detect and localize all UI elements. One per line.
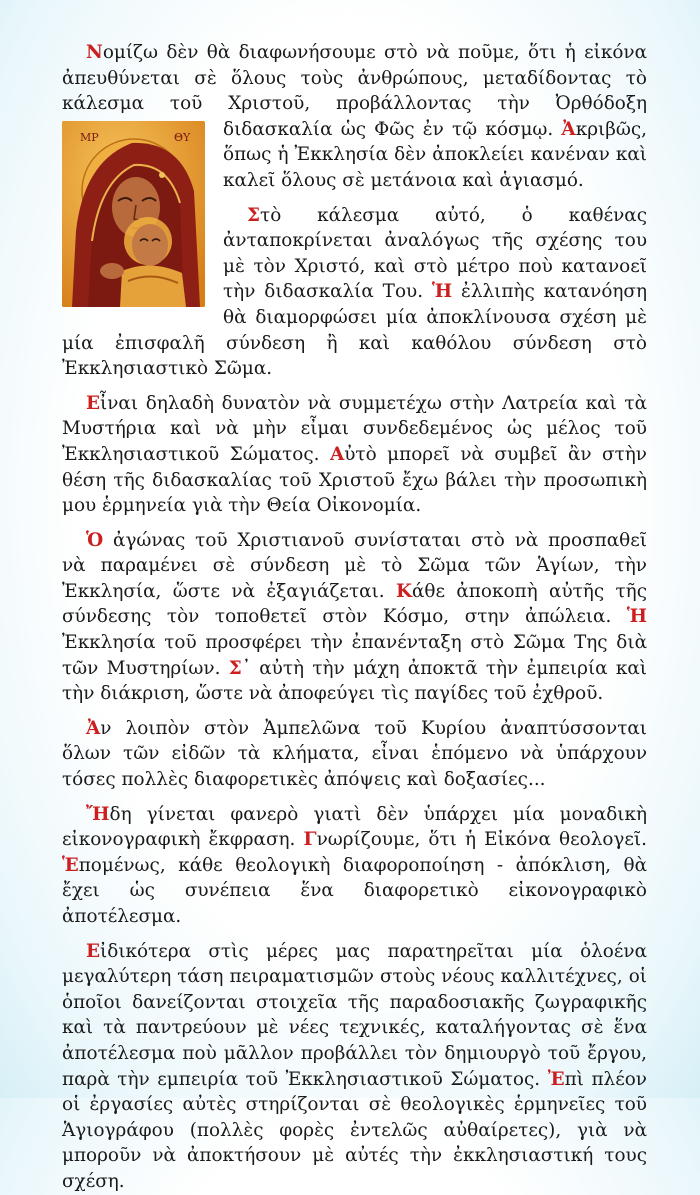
drop-initial: Ἡ: [626, 606, 647, 628]
theotokos-icon-image: [62, 121, 205, 307]
drop-initial: Ἑ: [62, 854, 79, 876]
paragraph-text: νωρίζουμε, ὅτι ἡ Εἰκόνα θεολογεῖ.: [316, 829, 647, 851]
drop-initial: Ἤ: [86, 803, 110, 825]
drop-initial: Σ: [228, 657, 242, 679]
paragraph-text: ομίζω δὲν θὰ διαφωνήσουμε στὸ νὰ ποῦμε, ὅτι ἡ εἰκόνα ἀπευθύνεται σὲ ὅλους τοὺς ἀνθρώπους, μεταδίδοντας τὸ κάλεσμα τοῦ Χριστοῦ, προβάλλοντας τὴν Ὀρθόδοξη διδασκαλία ὡς Φῶς ἐν τῷ κόσμῳ.: [62, 42, 647, 140]
drop-initial: Ν: [86, 42, 103, 63]
article-body: [62, 40, 647, 1195]
drop-initial: Ἀ: [561, 118, 576, 140]
paragraph-6: [62, 802, 647, 930]
paragraph-text: ὐτὸ μπορεῖ νὰ συμβεῖ ἂν στὴν θέση τῆς διδασκαλίας τοῦ Χριστοῦ ἔχω βάλει τὴν προσωπικὴ μου ἑρμηνεία γιὰ τὴν Θεία Οἰκονομία.: [62, 443, 647, 517]
svg-text:ΜΡ: ΜΡ: [80, 130, 99, 144]
paragraph-text: δη γίνεται φανερὸ γιατὶ δὲν ὑπάρχει μία μοναδικὴ εἰκονογραφικὴ ἔκφραση.: [62, 803, 647, 851]
drop-initial: Ἡ: [431, 281, 453, 303]
paragraph-5: [62, 716, 647, 793]
paragraph-7: [62, 939, 647, 1195]
drop-initial: Ε: [86, 392, 101, 414]
paragraph-text: πομένως, κάθε θεολογικὴ διαφοροποίηση - ἀπόκλιση, θὰ ἔχει ὡς συνέπεια ἕνα διαφορετικὸ εἰκονογραφικὸ ἀποτέλεσμα.: [62, 854, 647, 927]
paragraph-3: [62, 391, 647, 519]
drop-initial: Γ: [303, 829, 317, 851]
paragraph-1: [62, 40, 647, 194]
paragraph-text: ᾽ αὐτὴ τὴν μάχη ἀποκτᾶ τὴν ἐμπειρία καὶ τὴν διάκριση, ὥστε νὰ ἀποφεύγει τὶς παγίδες τοῦ ἐχθροῦ.: [62, 657, 647, 705]
paragraph-text: ν λοιπὸν στὸν Ἀμπελῶνα τοῦ Κυρίου ἀναπτύσσονται ὅλων τῶν εἰδῶν τὰ κλήματα, εἶναι ἑπόμενο νὰ ὑπάρχουν τόσες πολλὲς διαφορετικὲς ἀπόψεις καὶ δοξασίες...: [62, 717, 647, 791]
paragraph-text: πὶ πλέον οἱ ἐργασίες αὐτὲς στηρίζονται σὲ θεολογικὲς ἑρμηνεῖες τοῦ Ἁγιογράφου (πολλὲς φορὲς ἐντελῶς αὐθαίρετες), γιὰ νὰ μποροῦν νὰ ἀποκτήσουν μὲ αὐτές τὴν ἐκκλησιαστική τους σχέση.: [62, 1068, 647, 1192]
drop-initial: Ἐ: [547, 1068, 565, 1090]
drop-initial: Σ: [247, 204, 261, 226]
paragraph-4: [62, 528, 647, 707]
drop-initial: Κ: [395, 580, 412, 602]
drop-initial: Ὁ: [86, 529, 104, 551]
paragraph-text: κριβῶς, ὅπως ἡ Ἐκκλησία δὲν ἀποκλείει κανέναν καὶ καλεῖ ὅλους σὲ μετάνοια καὶ ἁγιασμό.: [223, 118, 647, 191]
paragraph-text: άθε ἀποκοπὴ αὐτῆς τῆς σύνδεσης τὸν τοποθετεῖ στὸν Κόσμο, στην ἀπώλεια.: [62, 580, 647, 628]
drop-initial: Ἀ: [86, 717, 101, 739]
paragraph-text: ἐλλιπὴς κατανόηση θὰ διαμορφώσει μία ἀποκλίνουσα σχέση μὲ μία ἐπισφαλῆ σύνδεση ἢ καὶ καθόλου σύνδεση στὸ Ἐκκλησιαστικὸ Σῶμα.: [62, 281, 647, 380]
paragraph-text: ἰδικότερα στὶς μέρες μας παρατηρεῖται μία ὁλοένα μεγαλύτερη τάση πειραματισμῶν στοὺς νέους καλλιτέχνες, οἱ ὁποῖοι δανείζονται στοιχεῖα τῆς παραδοσιακῆς ζωγραφικῆς καὶ τὰ παντρεύουν μὲ νέες τεχνικές, καταλήγοντας σὲ ἕνα ἀποτέλεσμα ποὺ μᾶλλον προβάλλει τὸν δημιουργὸ τοῦ ἔργου, παρὰ τὴν εμπειρία τοῦ Ἐκκλησιαστικοῦ Σώματος.: [62, 940, 647, 1090]
svg-text:ΘΥ: ΘΥ: [174, 130, 191, 144]
paragraph-text: ἀγώνας τοῦ Χριστιανοῦ συνίσταται στὸ νὰ προσπαθεῖ νὰ παραμένει σὲ σύνδεση μὲ τὸ Σῶμα τῶν Ἁγίων, τὴν Ἐκκλησία, ὥστε νὰ ἐξαγιάζεται.: [62, 529, 647, 602]
paragraph-text: ἶναι δηλαδὴ δυνατὸν νὰ συμμετέχω στὴν Λατρεία καὶ τὰ Μυστήρια καὶ νὰ μὴν εἶμαι συνδεδεμένος ὡς μέλος τοῦ Ἐκκλησιαστικοῦ Σώματος.: [62, 392, 647, 465]
paragraph-text: Ἐκκλησία τοῦ προσφέρει τὴν ἐπανένταξη στὸ Σῶμα Της διὰ τῶν Μυστηρίων.: [62, 632, 647, 679]
paragraph-text: τὸ κάλεσμα αὐτό, ὁ καθένας ἀνταποκρίνεται ἀναλόγως τῆς σχέσης του μὲ τὸν Χριστό, καὶ στὸ μέτρο ποὺ κατανοεῖ τὴν διδασκαλία Του.: [223, 204, 647, 303]
drop-initial: Α: [329, 443, 345, 465]
drop-initial: Ε: [86, 940, 101, 962]
